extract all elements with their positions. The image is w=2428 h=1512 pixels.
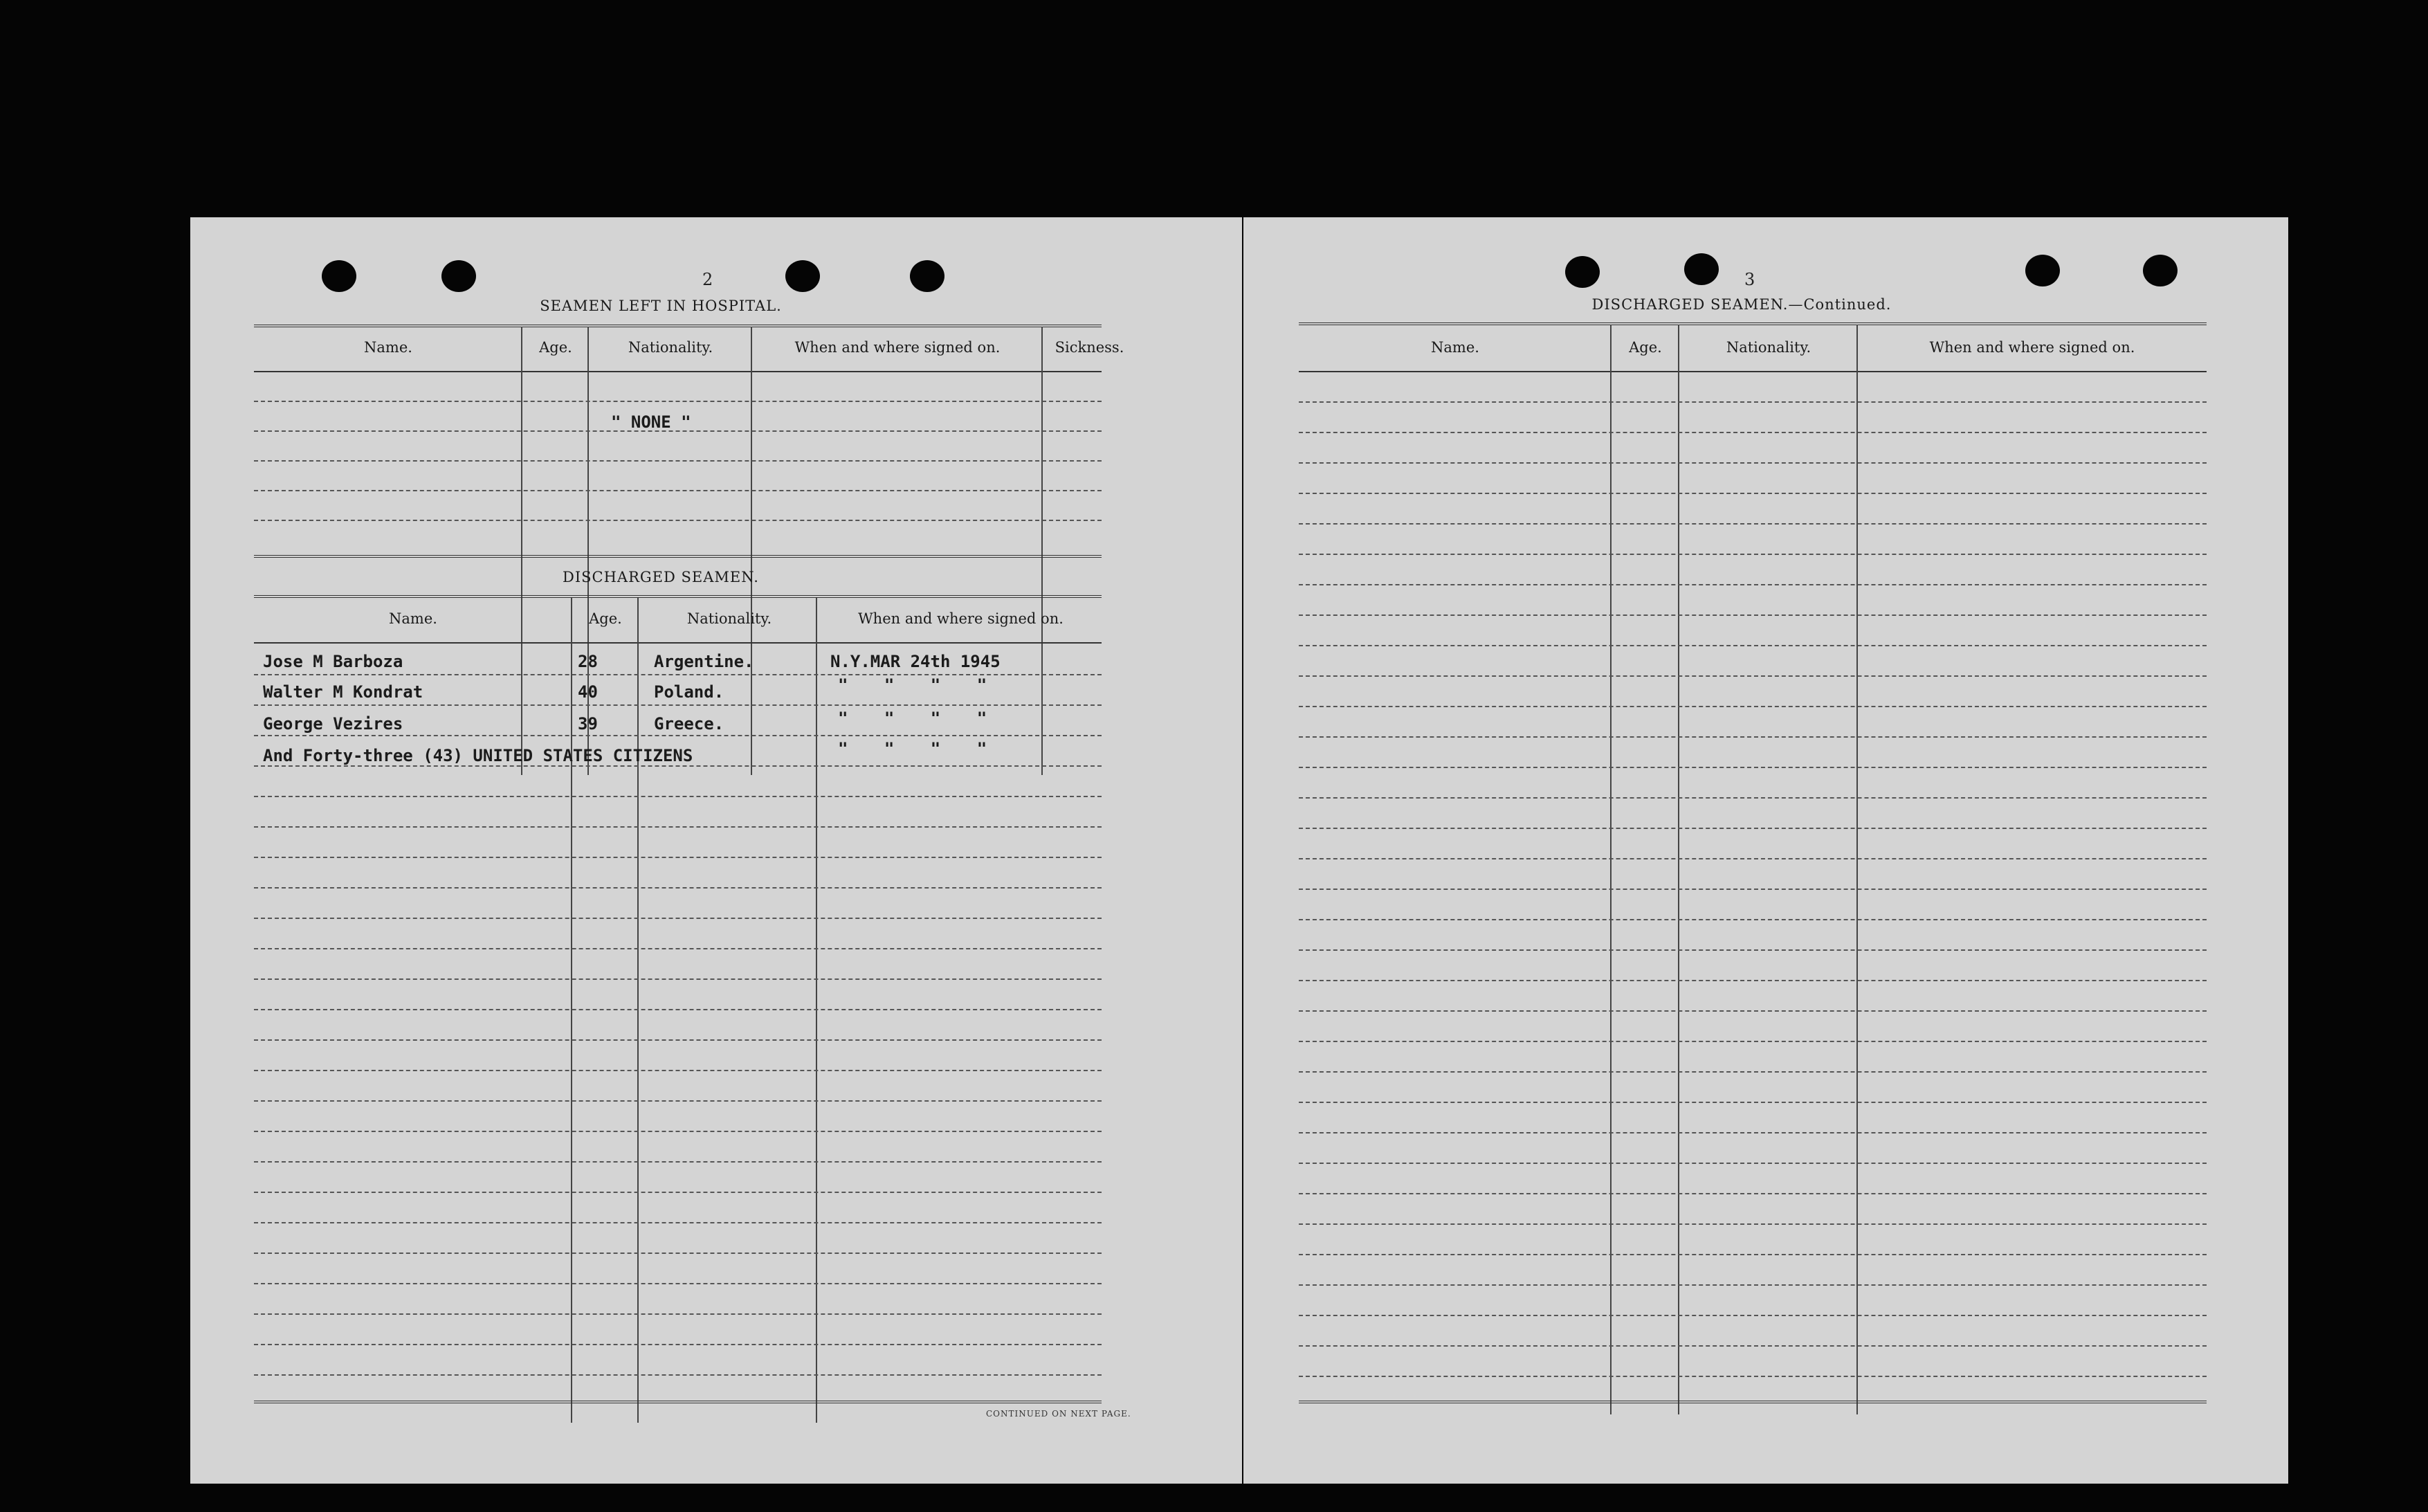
seaman-name: George Vezires — [263, 714, 403, 734]
seaman-signed-on: " " " " — [838, 709, 987, 728]
column-header: Nationality. — [686, 610, 772, 627]
column-header: Nationality. — [1726, 339, 1811, 356]
binder-hole — [785, 260, 820, 292]
binder-hole — [2143, 255, 2178, 286]
column-header: Sickness. — [1055, 339, 1124, 356]
left-page — [190, 217, 1242, 1484]
column-header: Name. — [389, 610, 437, 627]
seaman-nationality: Poland. — [654, 682, 724, 702]
column-header: Name. — [364, 339, 412, 356]
continued-footer: CONTINUED ON NEXT PAGE. — [986, 1409, 1131, 1419]
column-header: When and where signed on. — [858, 610, 1064, 627]
seaman-name: And Forty-three (43) UNITED STATES CITIZENS — [263, 746, 693, 765]
seaman-signed-on: N.Y.MAR 24th 1945 — [830, 652, 1001, 671]
column-header: Name. — [1431, 339, 1479, 356]
discharged-section-title: DISCHARGED SEAMEN. — [563, 569, 759, 585]
discharged-continued-title: DISCHARGED SEAMEN.—Continued. — [1591, 296, 1892, 313]
seaman-nationality: Greece. — [654, 714, 724, 734]
seaman-name: Walter M Kondrat — [263, 682, 423, 702]
seaman-signed-on: " " " " — [838, 675, 987, 695]
hospital-section-title: SEAMEN LEFT IN HOSPITAL. — [540, 298, 782, 314]
seaman-age: 39 — [578, 714, 598, 734]
binder-hole — [2025, 255, 2060, 286]
seaman-signed-on: " " " " — [838, 739, 987, 758]
binder-hole — [322, 260, 356, 292]
binder-hole — [1565, 256, 1600, 288]
binder-hole — [441, 260, 476, 292]
seaman-nationality: Argentine. — [654, 652, 754, 671]
hospital-none-entry: " NONE " — [611, 412, 691, 432]
column-header: Nationality. — [628, 339, 713, 356]
seaman-name: Jose M Barboza — [263, 652, 403, 671]
column-header: When and where signed on. — [794, 339, 1001, 356]
column-header: Age. — [539, 339, 572, 356]
page-number: 3 — [1744, 270, 1755, 289]
seaman-age: 40 — [578, 682, 598, 702]
page-number: 2 — [702, 270, 713, 289]
column-header: When and where signed on. — [1929, 339, 2135, 356]
seaman-age: 28 — [578, 652, 598, 671]
column-header: Age. — [1629, 339, 1662, 356]
binder-hole — [910, 260, 944, 292]
binder-hole — [1684, 253, 1719, 285]
right-page — [1243, 217, 2288, 1484]
column-header: Age. — [589, 610, 622, 627]
